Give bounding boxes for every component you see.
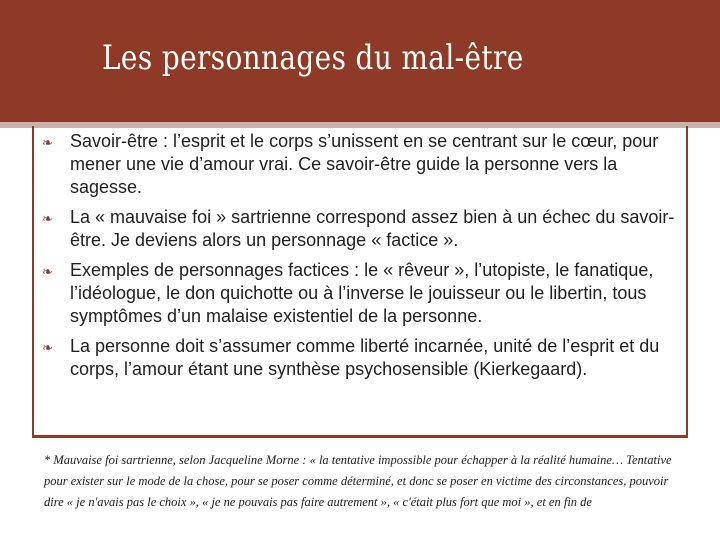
bullet-text: Exemples de personnages factices : le « rêveur », l’utopiste, le fanatique, l’idéologue, le don quichotte ou à l’inverse le jouisseur ou le libertin, tous symptômes d’un malaise existentiel de la personne. — [70, 260, 654, 326]
slide-title: Les personnages du mal-être — [102, 38, 524, 78]
fleuron-bullet-icon: ❧ — [42, 264, 53, 279]
fleuron-bullet-icon: ❧ — [42, 135, 53, 150]
fleuron-bullet-icon: ❧ — [42, 340, 53, 355]
bullet-list — [40, 130, 680, 388]
title-banner — [0, 0, 720, 122]
bullet-item — [40, 130, 680, 199]
bullet-item — [40, 259, 680, 328]
footnote: * Mauvaise foi sartrienne, selon Jacqueline Morne : « la tentative impossible pour échapper à la réalité humaine… Tentative pour exister sur le mode de la chose, pour se poser comme déterminé, et donc se poser en victime des circonstances, pouvoir dire « je n'avais pas le choix », « je ne pouvais pas faire autrement », « c'était plus fort que moi », et en fin de — [44, 453, 672, 509]
bullet-item — [40, 206, 680, 252]
fleuron-bullet-icon: ❧ — [42, 211, 53, 226]
bullet-item — [40, 335, 680, 381]
bullet-text: Savoir-être : l’esprit et le corps s’unissent en se centrant sur le cœur, pour mener une vie d’amour vrai. Ce savoir-être guide la personne vers la sagesse. — [70, 131, 659, 197]
bullet-text: La personne doit s’assumer comme liberté incarnée, unité de l’esprit et du corps, l’amour étant une synthèse psychosensible (Kierkegaard). — [70, 336, 660, 379]
bullet-text: La « mauvaise foi » sartrienne correspond assez bien à un échec du savoir-être. Je deviens alors un personnage « factice ». — [70, 207, 675, 250]
